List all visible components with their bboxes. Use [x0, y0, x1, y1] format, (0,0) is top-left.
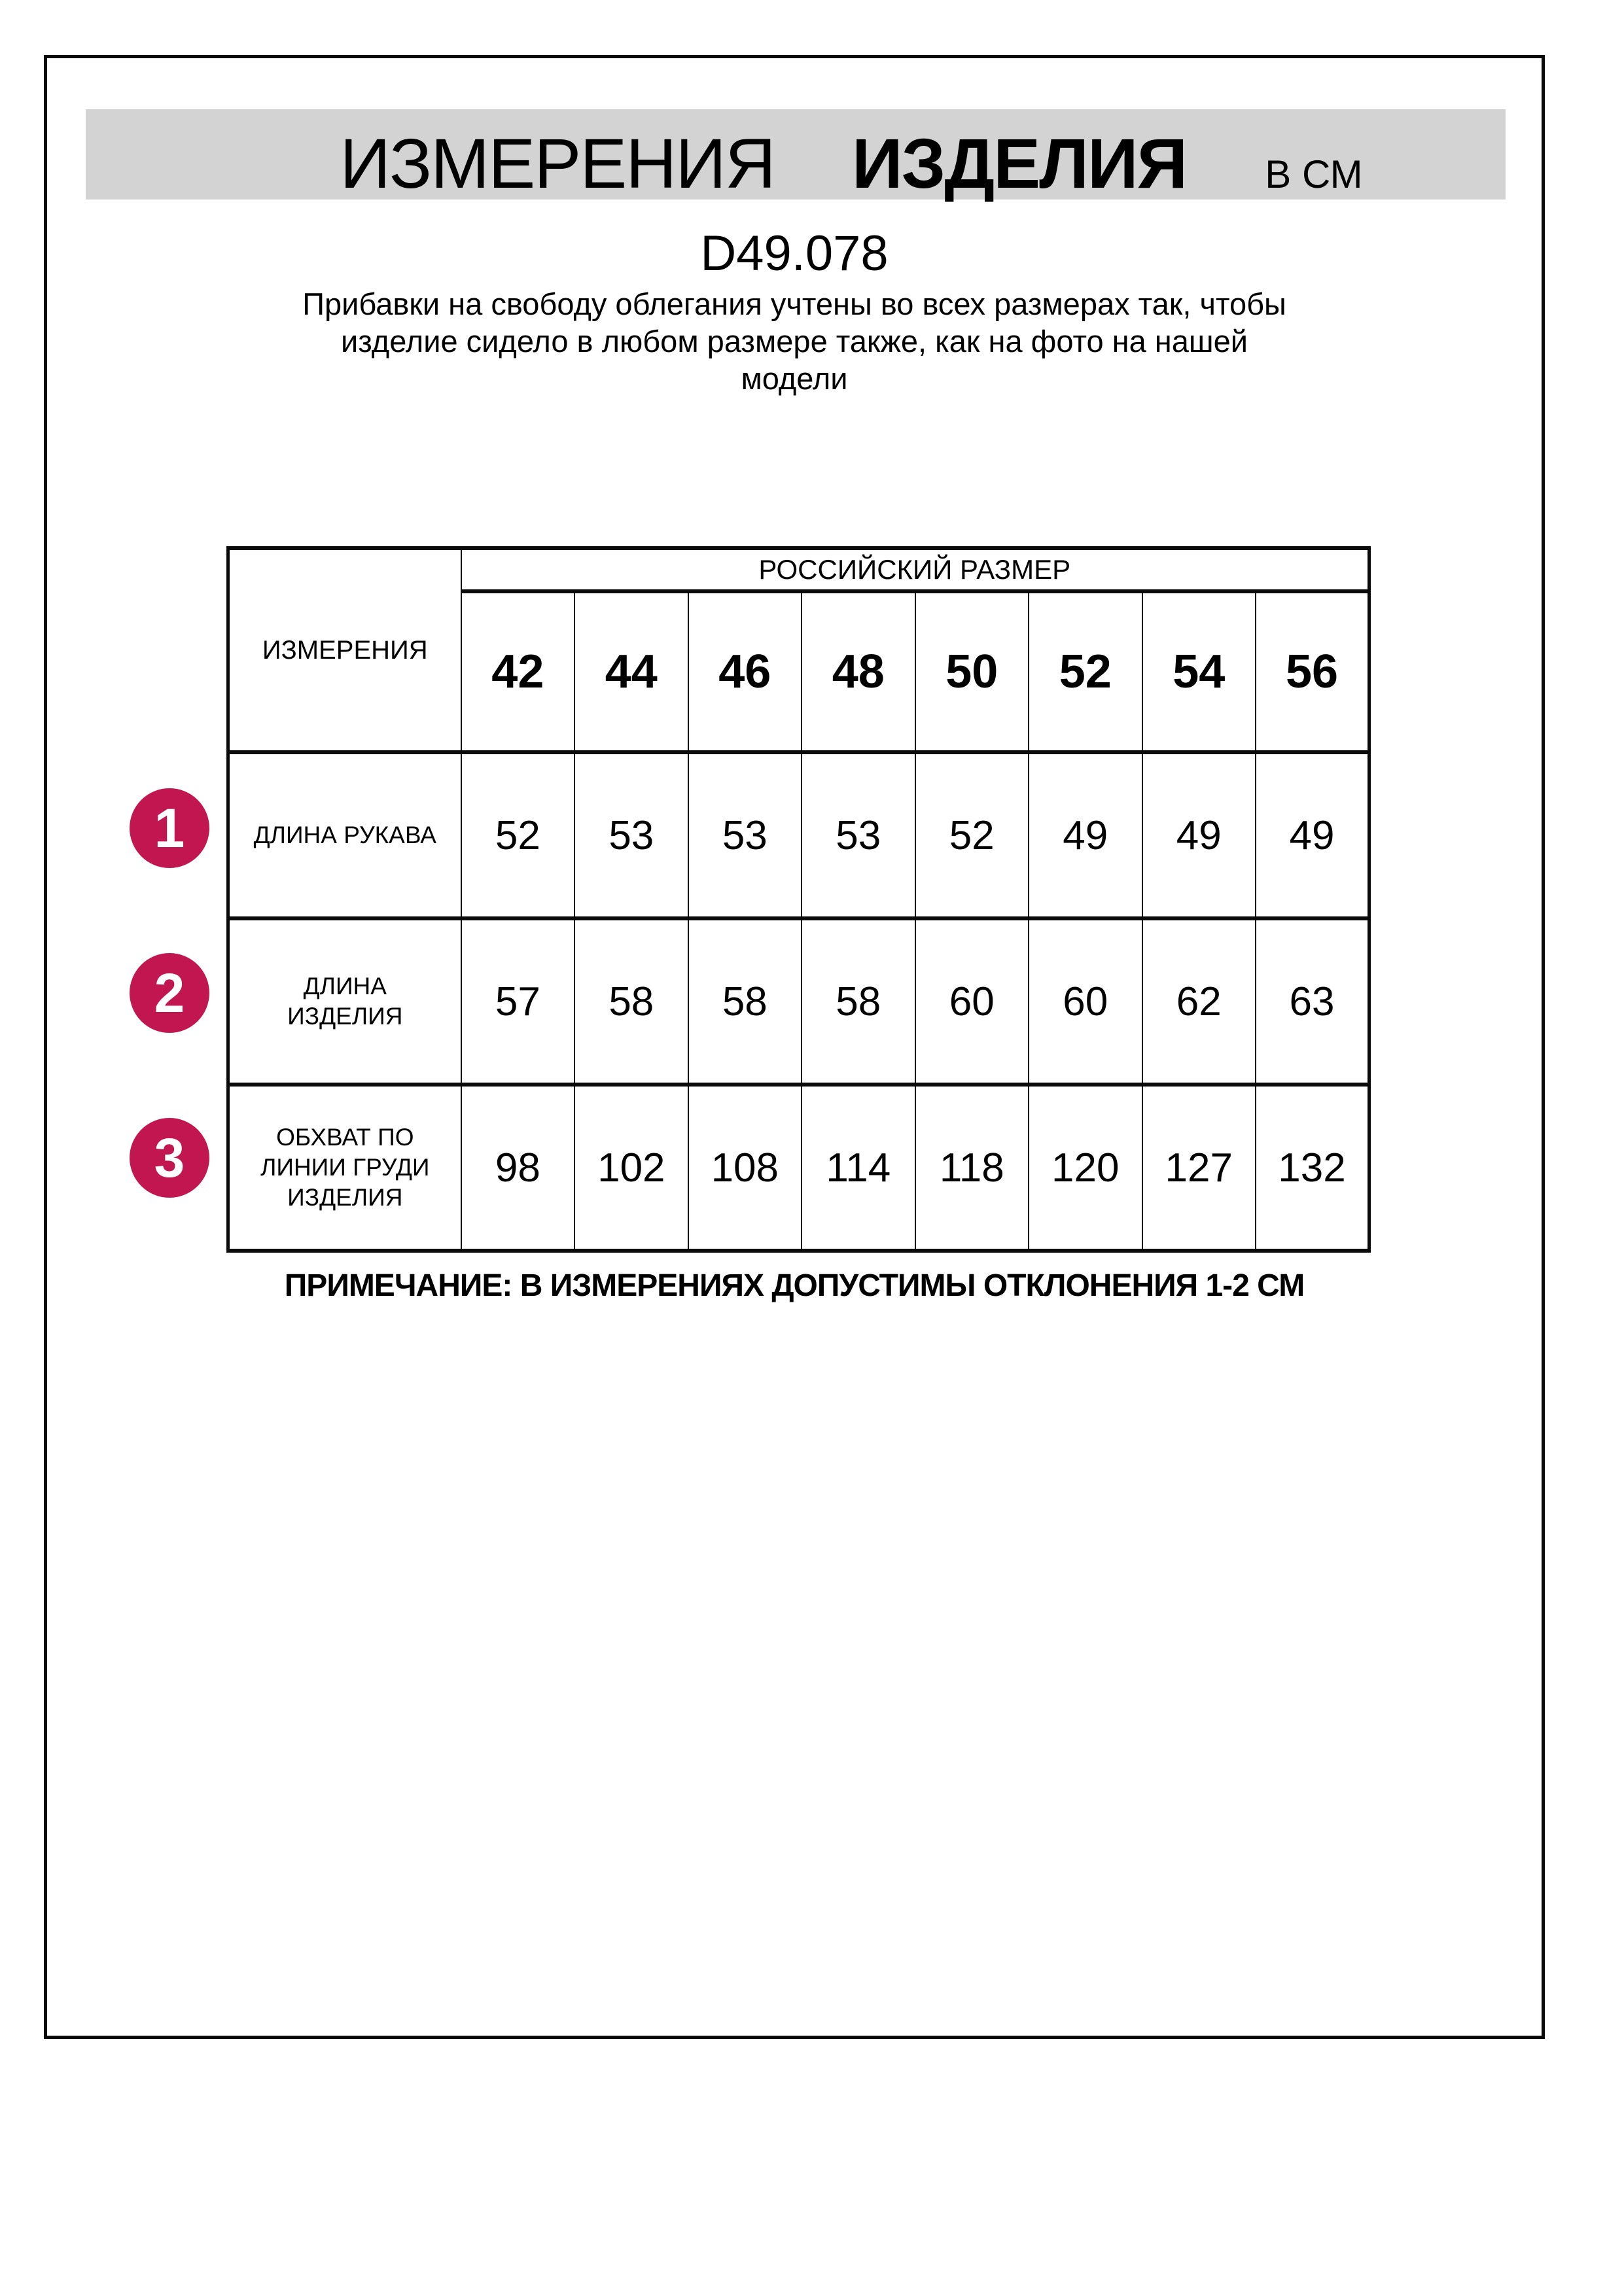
- value-cell: 132: [1256, 1085, 1369, 1251]
- row-label-line: ДЛИНА: [303, 973, 387, 1000]
- title-unit-cm: В СМ: [1265, 152, 1363, 196]
- value-cell: 53: [802, 752, 915, 918]
- size-header-46: 46: [688, 591, 802, 752]
- size-header-56: 56: [1256, 591, 1369, 752]
- row-label-line: ЛИНИИ ГРУДИ: [260, 1154, 430, 1181]
- fit-description-line: модели: [741, 361, 848, 396]
- fit-description: [44, 285, 1545, 397]
- size-table: [226, 546, 1371, 1253]
- size-header-52: 52: [1029, 591, 1142, 752]
- value-cell: 58: [688, 918, 802, 1085]
- row-label-sleeve-length: [228, 752, 461, 918]
- value-cell: 49: [1029, 752, 1142, 918]
- size-header-48: 48: [802, 591, 915, 752]
- title-group: [340, 118, 1362, 220]
- value-cell: 63: [1256, 918, 1369, 1085]
- value-cell: 52: [461, 752, 574, 918]
- title-measurements: ИЗМЕРЕНИЯ: [340, 124, 775, 203]
- value-cell: 60: [915, 918, 1029, 1085]
- table-row-chest-girth: [228, 1085, 1369, 1251]
- value-cell: 118: [915, 1085, 1029, 1251]
- size-header-44: 44: [574, 591, 688, 752]
- value-cell: 108: [688, 1085, 802, 1251]
- title-bar: [86, 109, 1506, 203]
- size-header-42: 42: [461, 591, 574, 752]
- value-cell: 62: [1142, 918, 1256, 1085]
- row-marker-3: 3: [130, 1118, 209, 1198]
- value-cell: 114: [802, 1085, 915, 1251]
- value-cell: 52: [915, 752, 1029, 918]
- size-group-row: [228, 548, 1369, 591]
- value-cell: 102: [574, 1085, 688, 1251]
- row-label-chest-girth: [228, 1085, 461, 1251]
- value-cell: 58: [574, 918, 688, 1085]
- measurements-corner-cell: ИЗМЕРЕНИЯ: [228, 548, 461, 752]
- row-label-garment-length: [228, 918, 461, 1085]
- row-label-line: ДЛИНА РУКАВА: [253, 822, 436, 848]
- value-cell: 57: [461, 918, 574, 1085]
- row-label-line: ИЗДЕЛИЯ: [287, 1184, 403, 1211]
- value-cell: 53: [574, 752, 688, 918]
- row-label-line: ОБХВАТ ПО: [276, 1124, 414, 1151]
- model-code: D49.078: [700, 226, 889, 281]
- value-cell: 98: [461, 1085, 574, 1251]
- row-marker-2: 2: [130, 953, 209, 1033]
- size-header-50: 50: [915, 591, 1029, 752]
- value-cell: 58: [802, 918, 915, 1085]
- fit-description-line: Прибавки на свободу облегания учтены во всех размерах так, чтобы: [302, 287, 1286, 321]
- value-cell: 53: [688, 752, 802, 918]
- fit-description-line: изделие сидело в любом размере также, как на фото на нашей: [341, 324, 1248, 358]
- value-cell: 49: [1142, 752, 1256, 918]
- row-marker-1: 1: [130, 788, 209, 868]
- value-cell: 127: [1142, 1085, 1256, 1251]
- table-row-garment-length: [228, 918, 1369, 1085]
- row-label-line: ИЗДЕЛИЯ: [287, 1003, 403, 1030]
- value-cell: 60: [1029, 918, 1142, 1085]
- title-product: ИЗДЕЛИЯ: [851, 124, 1187, 203]
- table-row-sleeve-length: [228, 752, 1369, 918]
- value-cell: 120: [1029, 1085, 1142, 1251]
- tolerance-note: ПРИМЕЧАНИЕ: В ИЗМЕРЕНИЯХ ДОПУСТИМЫ ОТКЛОНЕНИЯ 1-2 СМ: [284, 1268, 1305, 1303]
- russian-size-header: РОССИЙСКИЙ РАЗМЕР: [461, 548, 1369, 591]
- size-header-54: 54: [1142, 591, 1256, 752]
- value-cell: 49: [1256, 752, 1369, 918]
